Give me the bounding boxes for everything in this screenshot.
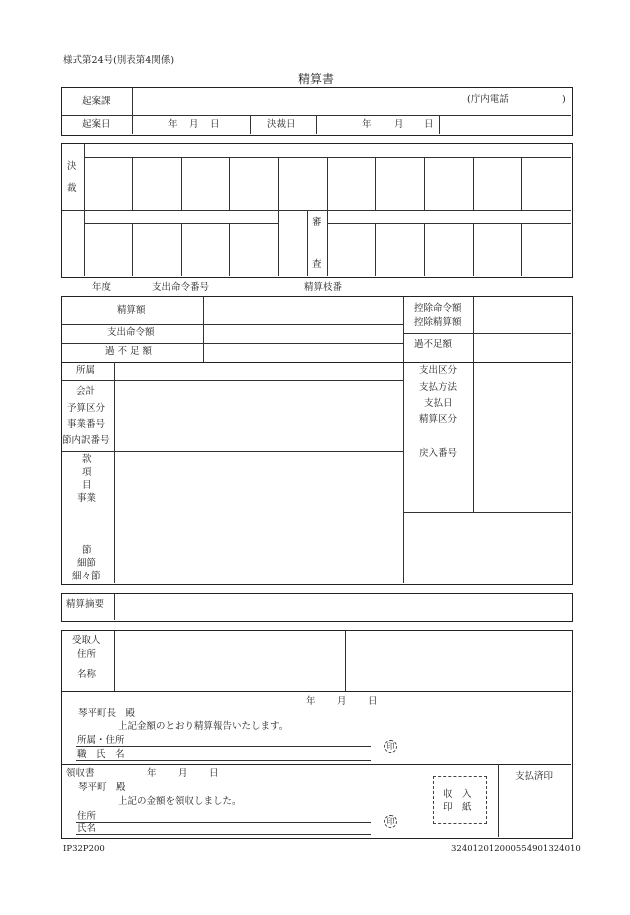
affiliation-address-label: 所属・住所 — [77, 735, 125, 746]
decision-char-1: 決 — [67, 161, 77, 172]
affiliation-label: 所属 — [76, 365, 96, 376]
position-name-label: 職 氏 名 — [77, 749, 125, 760]
report-seal-icon: 印 — [384, 740, 397, 753]
receipt-month: 月 — [178, 768, 188, 779]
summary-label: 精算摘要 — [66, 599, 105, 610]
draft-day: 日 — [210, 119, 220, 130]
fiscal-year-label: 年度 — [92, 282, 112, 293]
decision-char-2: 裁 — [67, 183, 77, 194]
phone-close: ) — [562, 94, 566, 105]
saisetsu-label: 細節 — [77, 558, 97, 569]
setsu-label: 節 — [82, 545, 92, 556]
deduction-settlement-label: 控除精算額 — [414, 317, 462, 328]
pay-class-label: 支出区分 — [419, 365, 458, 376]
revenue-stamp-line2: 印 紙 — [443, 802, 472, 813]
approval-grid — [61, 143, 573, 278]
audit-char-1: 審 — [312, 217, 322, 228]
pay-date-label: 支払日 — [424, 398, 453, 409]
paid-stamp-label: 支払済印 — [515, 771, 554, 782]
revenue-stamp-line1: 収 入 — [443, 789, 472, 800]
recipient-label: 受取人 — [72, 635, 101, 646]
moku-label: 目 — [82, 480, 92, 491]
receipt-address-label: 住所 — [77, 811, 97, 822]
refund-number-label: 戻入番号 — [419, 448, 458, 459]
receipt-statement: 上記の金額を領収しました。 — [118, 796, 242, 807]
recipient-address-label: 住所 — [77, 649, 97, 660]
report-year: 年 — [306, 696, 316, 707]
recipient-name-label: 名称 — [77, 669, 97, 680]
section-number-label: 節内訳番号 — [62, 435, 110, 446]
receipt-year: 年 — [147, 768, 157, 779]
expense-order-amount-label: 支出命令額 — [107, 327, 155, 338]
decision-year: 年 — [362, 119, 372, 130]
decision-day: 日 — [424, 119, 434, 130]
settlement-amount-label: 精算額 — [117, 305, 146, 316]
receipt-seal-icon: 印 — [384, 815, 397, 828]
footer-code-right: 324012012000554901324010 — [451, 844, 581, 854]
receipt-label: 領収書 — [66, 768, 95, 779]
accounting-label: 会計 — [76, 386, 96, 397]
report-statement: 上記金額のとおり精算報告いたします。 — [118, 721, 289, 732]
footer-code-left: IP32P200 — [63, 844, 105, 854]
settlement-details — [61, 296, 573, 585]
receipt-name-label: 氏名 — [77, 823, 97, 834]
report-addressee: 琴平町長 殿 — [78, 708, 136, 719]
pay-method-label: 支払方法 — [419, 382, 458, 393]
saisaisetsu-label: 細々節 — [72, 571, 101, 582]
excess-deficiency-label: 過 不 足 額 — [105, 346, 153, 357]
report-day: 日 — [368, 696, 378, 707]
deduction-order-label: 控除命令額 — [414, 303, 462, 314]
report-month: 月 — [337, 696, 347, 707]
decision-date-label: 決裁日 — [267, 119, 296, 130]
audit-char-2: 査 — [312, 259, 322, 270]
receipt-addressee: 琴平町 殿 — [78, 782, 126, 793]
decision-month: 月 — [394, 119, 404, 130]
project-number-label: 事業番号 — [67, 419, 106, 430]
page-title: 精算書 — [298, 72, 335, 86]
budget-class-label: 予算区分 — [67, 403, 106, 414]
form-number: 様式第24号(別表第4関係) — [63, 55, 175, 66]
phone-label: (庁内電話 — [467, 94, 509, 105]
jigyou-label: 事業 — [77, 493, 97, 504]
branch-number-label: 精算枝番 — [304, 282, 343, 293]
settle-class-label: 精算区分 — [419, 414, 458, 425]
recipient-section — [61, 630, 573, 839]
draft-month: 月 — [189, 119, 199, 130]
order-number-label: 支出命令番号 — [152, 282, 210, 293]
dept-label: 起案課 — [82, 96, 111, 107]
summary-section — [61, 593, 573, 622]
right-excess-label: 過不足額 — [414, 339, 453, 350]
draft-date-label: 起案日 — [82, 119, 111, 130]
receipt-day: 日 — [209, 768, 219, 779]
kou-label: 項 — [82, 467, 92, 478]
kan-label: 款 — [82, 454, 92, 465]
draft-year: 年 — [168, 119, 178, 130]
revenue-stamp-box — [433, 776, 487, 824]
